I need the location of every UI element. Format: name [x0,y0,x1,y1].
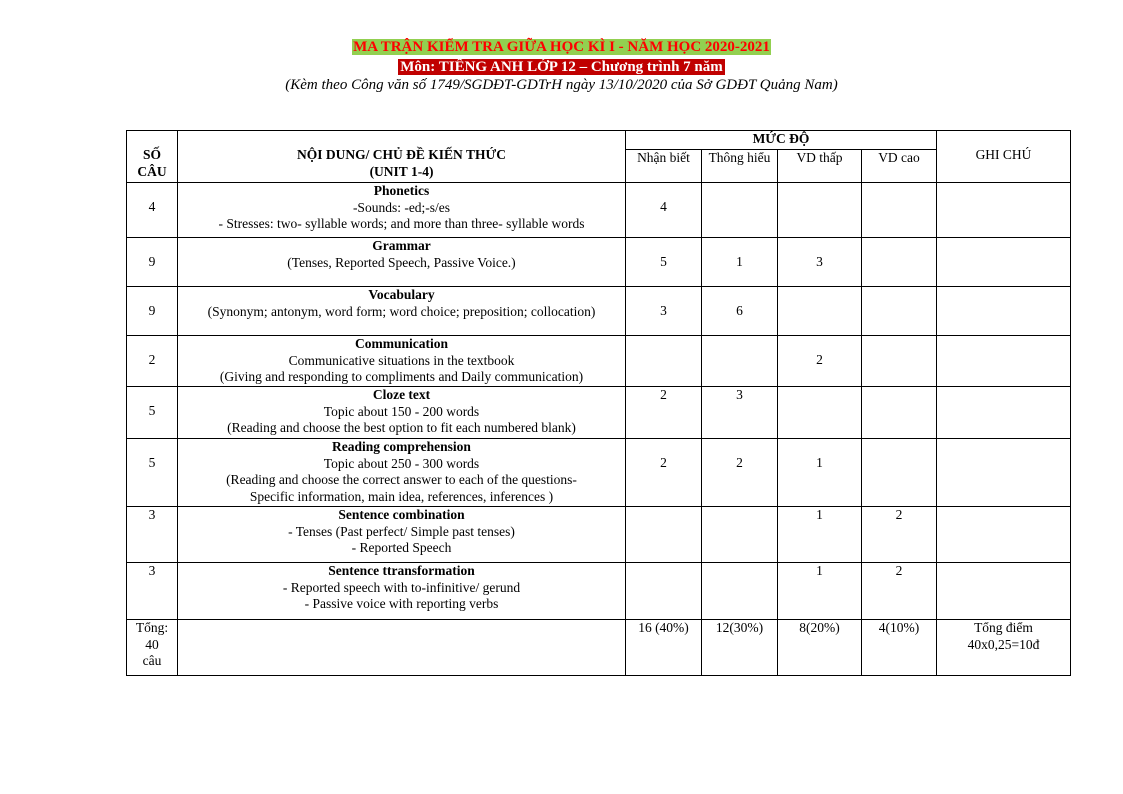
cell-ghi-chu [937,387,1071,439]
row-line: - Passive voice with reporting verbs [304,596,499,611]
table-row [127,238,1071,287]
row-line: (Synonym; antonym, word form; word choice; preposition; collocation) [207,303,596,319]
total-ghi-chu [937,620,1071,676]
cell-vd-cao [862,336,937,387]
doc-subject-line [0,58,1123,76]
row-line: (Giving and responding to compliments and Daily communication) [219,369,584,384]
row-content [178,439,626,507]
row-topic: Sentence combination [338,507,465,522]
col-vd-thap: VD thấp [778,150,862,183]
col-content [178,131,626,183]
cell-ghi-chu [937,287,1071,336]
row-so-cau: 3 [127,507,178,563]
total-vd-cao: 4(10%) [862,620,937,676]
row-content [178,507,626,563]
cell-vd-cao [862,238,937,287]
total-score-label: Tổng điểm [974,620,1033,635]
cell-ghi-chu [937,507,1071,563]
cell-thong-hieu [702,336,778,387]
row-topic: Grammar [372,238,431,253]
table-row [127,336,1071,387]
cell-vd-cao: 2 [862,507,937,563]
row-so-cau: 9 [127,287,178,336]
row-line: - Tenses (Past perfect/ Simple past tenses) [288,523,515,539]
cell-vd-cao [862,183,937,238]
cell-vd-thap: 1 [778,439,862,507]
doc-title-line [0,38,1123,56]
table-row [127,183,1071,238]
row-content [178,387,626,439]
matrix-table [126,130,1071,676]
row-content [178,183,626,238]
row-content [178,563,626,620]
doc-subject: Môn: TIẾNG ANH LỚP 12 – Chương trình 7 năm [400,59,723,75]
row-line: (Reading and choose the best option to fit each numbered blank) [227,420,576,435]
cell-thong-hieu: 6 [702,287,778,336]
cell-vd-thap [778,183,862,238]
row-content [178,336,626,387]
row-line: -Sounds: -ed;-s/es [352,199,451,215]
total-label: Tổng: [135,620,169,635]
total-nhan-biet: 16 (40%) [626,620,702,676]
cell-vd-thap: 1 [778,563,862,620]
row-line: Topic about 150 - 200 words [323,403,480,419]
cell-vd-thap [778,287,862,336]
row-line: Specific information, main idea, references, inferences ) [249,488,554,504]
cell-nhan-biet: 5 [626,238,702,287]
row-topic: Phonetics [373,183,430,198]
cell-vd-thap [778,387,862,439]
cell-thong-hieu [702,183,778,238]
cell-nhan-biet: 2 [626,387,702,439]
cell-thong-hieu: 3 [702,387,778,439]
table-row [127,507,1071,563]
row-so-cau: 3 [127,563,178,620]
cell-nhan-biet [626,507,702,563]
cell-vd-cao [862,287,937,336]
row-topic: Communication [354,336,448,351]
total-vd-thap: 8(20%) [778,620,862,676]
row-line: Communicative situations in the textbook [288,352,515,368]
col-level: MỨC ĐỘ [626,131,937,150]
col-vd-cao: VD cao [862,150,937,183]
cell-ghi-chu [937,336,1071,387]
total-score-formula: 40x0,25=10đ [967,636,1040,652]
cell-nhan-biet [626,563,702,620]
doc-title: MA TRẬN KIỂM TRA GIỮA HỌC KÌ I - NĂM HỌC 2020-2021 [353,39,770,55]
total-row [127,620,1071,676]
cell-nhan-biet [626,336,702,387]
row-line: - Reported speech with to-infinitive/ gerund [282,579,521,595]
table-row [127,563,1071,620]
cell-ghi-chu [937,183,1071,238]
row-line: (Tenses, Reported Speech, Passive Voice.) [287,254,516,270]
cell-thong-hieu: 2 [702,439,778,507]
total-so-cau [127,620,178,676]
row-line: - Stresses: two- syllable words; and more than three- syllable words [218,216,585,231]
row-topic: Cloze text [372,387,431,402]
cell-vd-cao [862,387,937,439]
cell-nhan-biet: 2 [626,439,702,507]
cell-thong-hieu [702,563,778,620]
cell-vd-thap: 2 [778,336,862,387]
table-row [127,439,1071,507]
total-content [178,620,626,676]
cell-ghi-chu [937,238,1071,287]
cell-vd-thap: 3 [778,238,862,287]
row-topic: Vocabulary [368,287,435,302]
col-so-cau: SỐ CÂU [127,131,178,183]
row-line: - Reported Speech [351,540,452,555]
cell-nhan-biet: 3 [626,287,702,336]
col-content-sub: (UNIT 1-4) [369,163,434,179]
total-unit: câu [142,653,162,668]
table-row [127,387,1071,439]
row-so-cau: 5 [127,439,178,507]
cell-ghi-chu [937,563,1071,620]
table-row [127,287,1071,336]
row-so-cau: 4 [127,183,178,238]
cell-vd-cao: 2 [862,563,937,620]
col-nhan-biet: Nhận biết [626,150,702,183]
total-thong-hieu: 12(30%) [702,620,778,676]
row-line: Topic about 250 - 300 words [323,455,480,471]
row-line: (Reading and choose the correct answer to each of the questions- [226,472,577,487]
row-content [178,287,626,336]
cell-ghi-chu [937,439,1071,507]
cell-thong-hieu: 1 [702,238,778,287]
cell-vd-thap: 1 [778,507,862,563]
header-row [127,131,1071,150]
cell-thong-hieu [702,507,778,563]
col-thong-hieu: Thông hiểu [702,150,778,183]
col-ghi-chu: GHI CHÚ [937,131,1071,183]
cell-nhan-biet: 4 [626,183,702,238]
total-count: 40 [145,636,159,652]
row-so-cau: 9 [127,238,178,287]
cell-vd-cao [862,439,937,507]
row-so-cau: 2 [127,336,178,387]
row-content [178,238,626,287]
row-topic: Sentence ttransformation [328,563,475,578]
doc-note: (Kèm theo Công văn số 1749/SGDĐT-GDTrH ngày 13/10/2020 của Sở GDĐT Quảng Nam) [285,77,838,93]
row-so-cau: 5 [127,387,178,439]
row-topic: Reading comprehension [332,439,471,454]
col-content-title: NỘI DUNG/ CHỦ ĐỀ KIẾN THỨC [297,147,506,162]
